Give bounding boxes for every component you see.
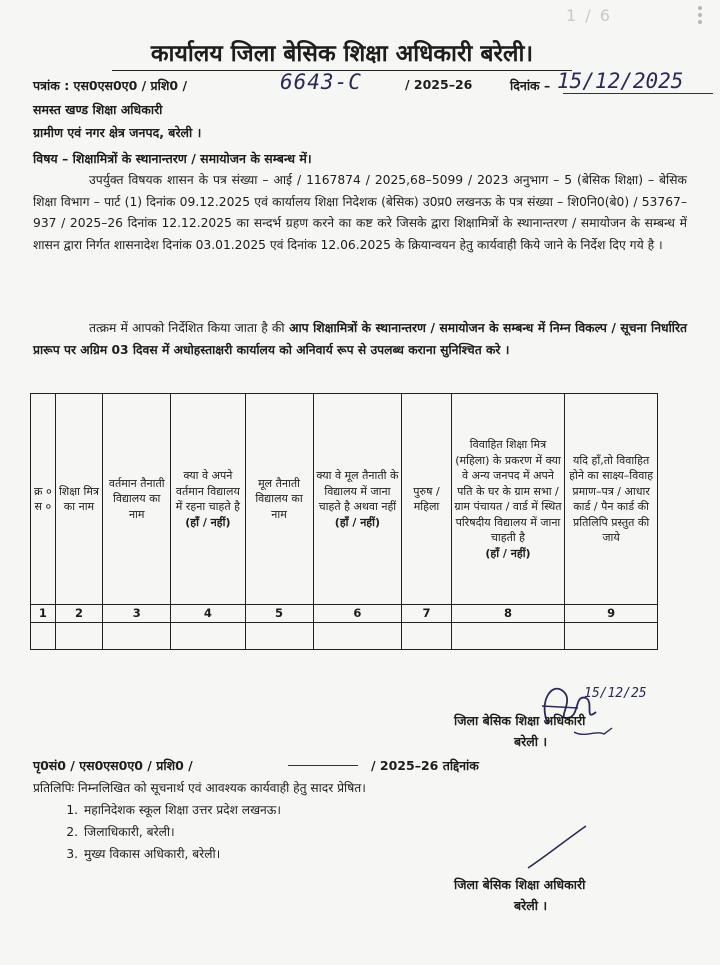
date-label: दिनांक – [510,78,551,93]
list-item: 2. जिलाधिकारी, बरेली। [66,825,175,839]
body-paragraph-1: उपर्युक्त विषयक शासन के पत्र संख्या – आई / 1167874 / 2025,68–5099 / 2023 अनुभाग – 5 (बेसिक शिक्षा) – बेसिक शिक्षा विभाग – पार्ट (1) दिनांक 09.12.2025 एवं कार्यालय शिक्षा निदेशक (बेसिक) उ0प्र0 लखनऊ के पत्र संख्या – शि0नि0(बे0) / 53767–937 / 2025–26 दिनांक 12.12.2025 का सन्दर्भ ग्रहण करने का कष्ट करे जिसके द्वारा शिक्षामित्रों के स्थानान्तरण / समायोजन के सम्बन्ध में शासन द्वारा निर्गत शासनादेश दिनांक 03.01.2025 एवं दिनांक 12.06.2025 के क्रियान्वयन हेतु कार्यवाही किये जाने के निर्देश दिए गये है । [33,173,687,252]
signatory-title: जिला बेसिक शिक्षा अधिकारी [454,713,586,728]
handwritten-signature-2 [522,822,592,872]
copy-recipient-list [52,799,281,865]
blank-cell [31,623,56,650]
blank-cell [451,623,564,650]
list-item: 3. मुख्य विकास अधिकारी, बरेली। [66,847,221,861]
copy-ref-blank [288,765,358,766]
blank-cell [565,623,658,650]
table-blank-row [31,623,658,650]
blank-cell [171,623,245,650]
page-indicator: 1 / 6 [566,6,612,25]
column-number: 5 [245,605,313,623]
copy-reference-row [33,757,683,775]
copy-intro: प्रतिलिपिः निम्नलिखित को सूचनार्थ एवं आवश्यक कार्यवाही हेतु सादर प्रेषित। [33,781,366,795]
signatory-title: जिला बेसिक शिक्षा अधिकारी [454,877,586,892]
column-number: 6 [313,605,402,623]
list-item: 1. महानिदेशक स्कूल शिक्षा उत्तर प्रदेश लखनऊ। [66,803,281,817]
blank-cell [55,623,102,650]
header-cell: क्या वे मूल तैनाती के विद्यालय में जाना चाहते है अथवा नहीं (हाँ / नहीं) [313,394,402,605]
ref-label: पत्रांक : एस0एस0ए0 / प्रशि0 / [33,78,188,93]
header-cell: शिक्षा मित्र का नाम [55,394,102,605]
header-cell: मूल तैनाती विद्यालय का नाम [245,394,313,605]
subject-line: विषय – शिक्षामित्रों के स्थानान्तरण / समायोजन के सम्बन्ध में। [33,151,312,166]
header-cell: क्र ० स ० [31,394,56,605]
column-number: 3 [103,605,171,623]
signatory-place: बरेली । [514,898,548,913]
blank-cell [313,623,402,650]
para2-lead: तत्क्रम में आपको निर्देशित किया जाता है की [89,321,285,335]
header-cell: विवाहित शिक्षा मित्र (महिला) के प्रकरण में क्या वे अन्य जनपद में अपने पति के घर के ग्राम सभा / ग्राम पंचायत / वार्ड में स्थित परिषदीय विद्यालय में जाना चाहती है (हाँ / नहीं) [451,394,564,605]
ref-number-handwritten: 6643-C [280,70,362,94]
date-handwritten: 15/12/2025 [557,69,684,93]
column-number: 7 [402,605,452,623]
column-number: 8 [451,605,564,623]
table-header-row [31,394,658,605]
letter-title: कार्यालय जिला बेसिक शिक्षा अधिकारी बरेली। [112,36,572,71]
addressee-line-2: ग्रामीण एवं नगर क्षेत्र जनपद, बरेली । [33,125,202,140]
table-number-row [31,605,658,623]
signature-block-2 [454,874,585,916]
copy-ref-year: / 2025–26 तद्दिनांक [371,758,479,773]
copy-ref-label: पृ0सं0 / एस0एस0ए0 / प्रशि0 / [33,758,193,773]
column-number: 1 [31,605,56,623]
blank-cell [103,623,171,650]
reference-row [33,69,693,99]
signature-block-1 [454,710,585,752]
header-cell: यदि हाँ,तो विवाहित होने का साक्ष्य–विवाह प्रमाण–पत्र / आधार कार्ड / पैन कार्ड की प्रतिलिपि प्रस्तुत की जाये [565,394,658,605]
header-cell: क्या वे अपने वर्तमान विद्यालय में रहना चाहते है (हाँ / नहीं) [171,394,245,605]
addressee-line-1: समस्त खण्ड शिक्षा अधिकारी [33,102,163,117]
signature-date: 15/12/25 [584,686,647,701]
para2-bold: आप शिक्षामित्रों के स्थानान्तरण / समायोजन के सम्बन्ध में निम्न विकल्प / सूचना निर्धारित प्रारूप पर अग्रिम 03 दिवस में अधोहस्ताक्षरी कार्यालय को अनिवार्य रूप से उपलब्ध कराना सुनिश्चित करे । [33,321,688,357]
more-options-icon[interactable] [694,6,706,24]
ref-year: / 2025–26 [405,77,473,92]
header-cell: वर्तमान तैनाती विद्यालय का नाम [103,394,171,605]
column-number: 2 [55,605,102,623]
blank-cell [402,623,452,650]
body-paragraph-2 [33,318,687,361]
header-cell: पुरुष / महिला [402,394,452,605]
blank-cell [245,623,313,650]
column-number: 9 [565,605,658,623]
date-underline [563,93,713,94]
proforma-table [30,393,658,650]
signatory-place: बरेली । [514,734,548,749]
column-number: 4 [171,605,245,623]
